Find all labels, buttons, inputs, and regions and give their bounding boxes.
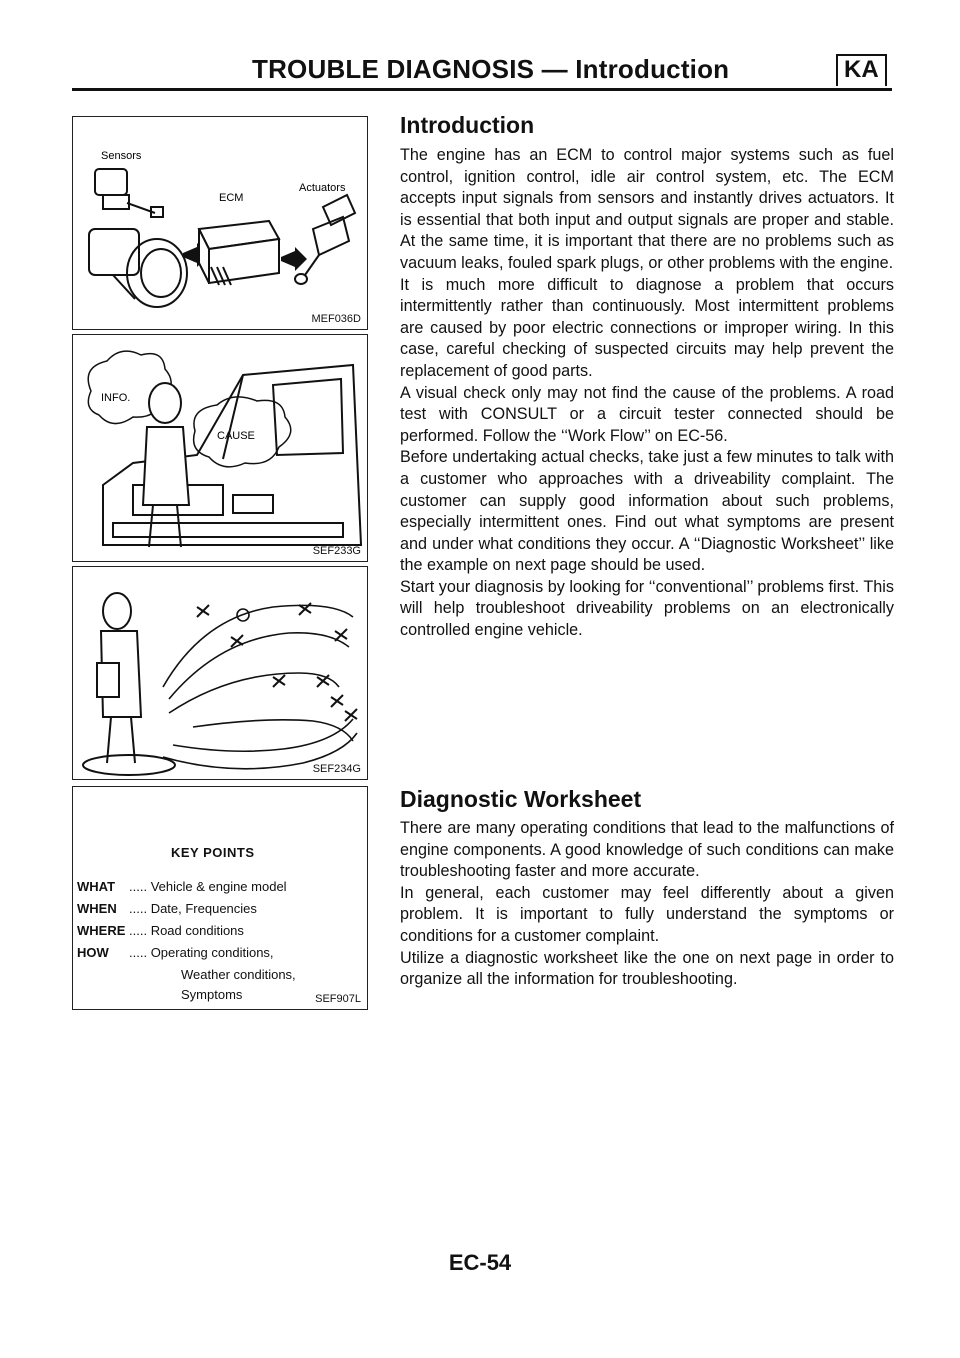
key-point-dots: .....: [129, 923, 148, 938]
key-point-value: Date, Frequencies: [150, 901, 257, 916]
key-point-row: [77, 879, 287, 894]
worksheet-body: [400, 818, 894, 991]
header-title: TROUBLE DIAGNOSIS — Introduction: [252, 54, 730, 84]
figure-code: SEF907L: [315, 993, 361, 1005]
wiring-path-icon: [163, 605, 357, 768]
header-rule: [72, 88, 892, 91]
info-label: INFO.: [101, 392, 131, 404]
key-point-dots: .....: [129, 945, 148, 960]
paragraph: Start your diagnosis by looking for ‘‘conventional’’ problems first. This will help troubleshoot driveability problems on an electronically controlled engine vehicle.: [400, 577, 894, 640]
paragraph: It is much more difficult to diagnose a problem that occurs intermittently rather than continuously. Most intermittent problems are caused by poor electric connections or improper wiring. In this case, careful checking of suspected circuits may help prevent the replacement of good parts.: [400, 275, 894, 380]
introduction-body: [400, 145, 894, 642]
key-point-key: WHEN: [77, 901, 117, 916]
key-point-value: Road conditions: [150, 923, 244, 938]
injector-icon: [295, 195, 355, 284]
key-points-title: KEY POINTS: [171, 845, 255, 860]
figure-info-cause: [72, 334, 368, 562]
key-point-dots: .....: [129, 901, 148, 916]
paragraph: The engine has an ECM to control major systems such as fuel control, ignition control, idle air control system, etc. The ECM accepts input signals from sensors and instantly drives actuators. It is essential that both input and output signals are proper and stable. At the same time, it is important that there are no problems such as vacuum leaks, fouled spark plugs, or other problems with the engine.: [400, 146, 894, 272]
key-point-key: WHERE: [77, 923, 126, 938]
model-badge: KA: [836, 54, 887, 86]
key-point-row: [77, 923, 244, 938]
paragraph: A visual check only may not find the cause of the problems. A road test with CONSULT or a circuit tester connected should be performed. Follow the ‘‘Work Flow’’ on EC-56.: [400, 383, 894, 445]
airflow-sensor-icon: [89, 229, 187, 307]
actuators-label: Actuators: [299, 182, 346, 194]
page-number: EC-54: [448, 1250, 512, 1275]
figure-code: SEF233G: [312, 545, 361, 557]
key-point-value: Vehicle & engine model: [150, 879, 287, 894]
key-point-continuation: Weather conditions,: [181, 967, 296, 982]
figure-key-points: [72, 786, 368, 1010]
wiring-maze-illustration: [73, 567, 367, 779]
paragraph: There are many operating conditions that lead to the malfunctions of engine components. A good knowledge of such conditions can make troubleshooting faster and more accurate.: [400, 819, 894, 881]
car-icon: [103, 365, 361, 545]
key-point-row: [77, 945, 274, 960]
section-title-introduction: Introduction: [400, 112, 535, 138]
figure-wiring-maze: [72, 566, 368, 780]
ecm-label: ECM: [219, 192, 244, 204]
cause-label: CAUSE: [217, 430, 255, 442]
figure-ecm-system: [72, 116, 368, 330]
paragraph: Before undertaking actual checks, take just a few minutes to talk with a customer who approaches with a driveability complaint. The customer can supply good information about such problems, especially intermittent ones. Find out what symptoms are present and under what conditions they occur. A ‘‘Diagnostic Worksheet’’ like the example on next page should be used.: [400, 448, 894, 575]
mechanic-icon: [83, 593, 175, 775]
page-header: [0, 52, 960, 92]
figure-code: SEF234G: [312, 763, 361, 775]
fault-mark-icon: [197, 603, 357, 721]
ecm-system-illustration: [73, 117, 367, 329]
paragraph: Utilize a diagnostic worksheet like the one on next page in order to organize all the information for troubleshooting.: [400, 948, 894, 989]
key-point-row: [77, 901, 257, 916]
section-title-diagnostic-worksheet: Diagnostic Worksheet: [400, 786, 642, 812]
key-point-continuation: Symptoms: [181, 987, 243, 1002]
key-point-dots: .....: [129, 879, 148, 894]
paragraph: In general, each customer may feel differently about a given problem. It is important to fully understand the symptoms or conditions for a customer complaint.: [400, 883, 894, 945]
key-point-value: Operating conditions,: [150, 945, 274, 960]
ecm-unit-icon: [199, 221, 279, 285]
arrow-icon: [281, 247, 307, 271]
key-point-key: HOW: [77, 945, 109, 960]
sensors-label: Sensors: [101, 150, 142, 162]
key-point-key: WHAT: [77, 879, 116, 894]
mechanic-car-illustration: [73, 335, 367, 561]
sensor-icon: [95, 169, 163, 217]
figure-code: MEF036D: [311, 313, 361, 325]
